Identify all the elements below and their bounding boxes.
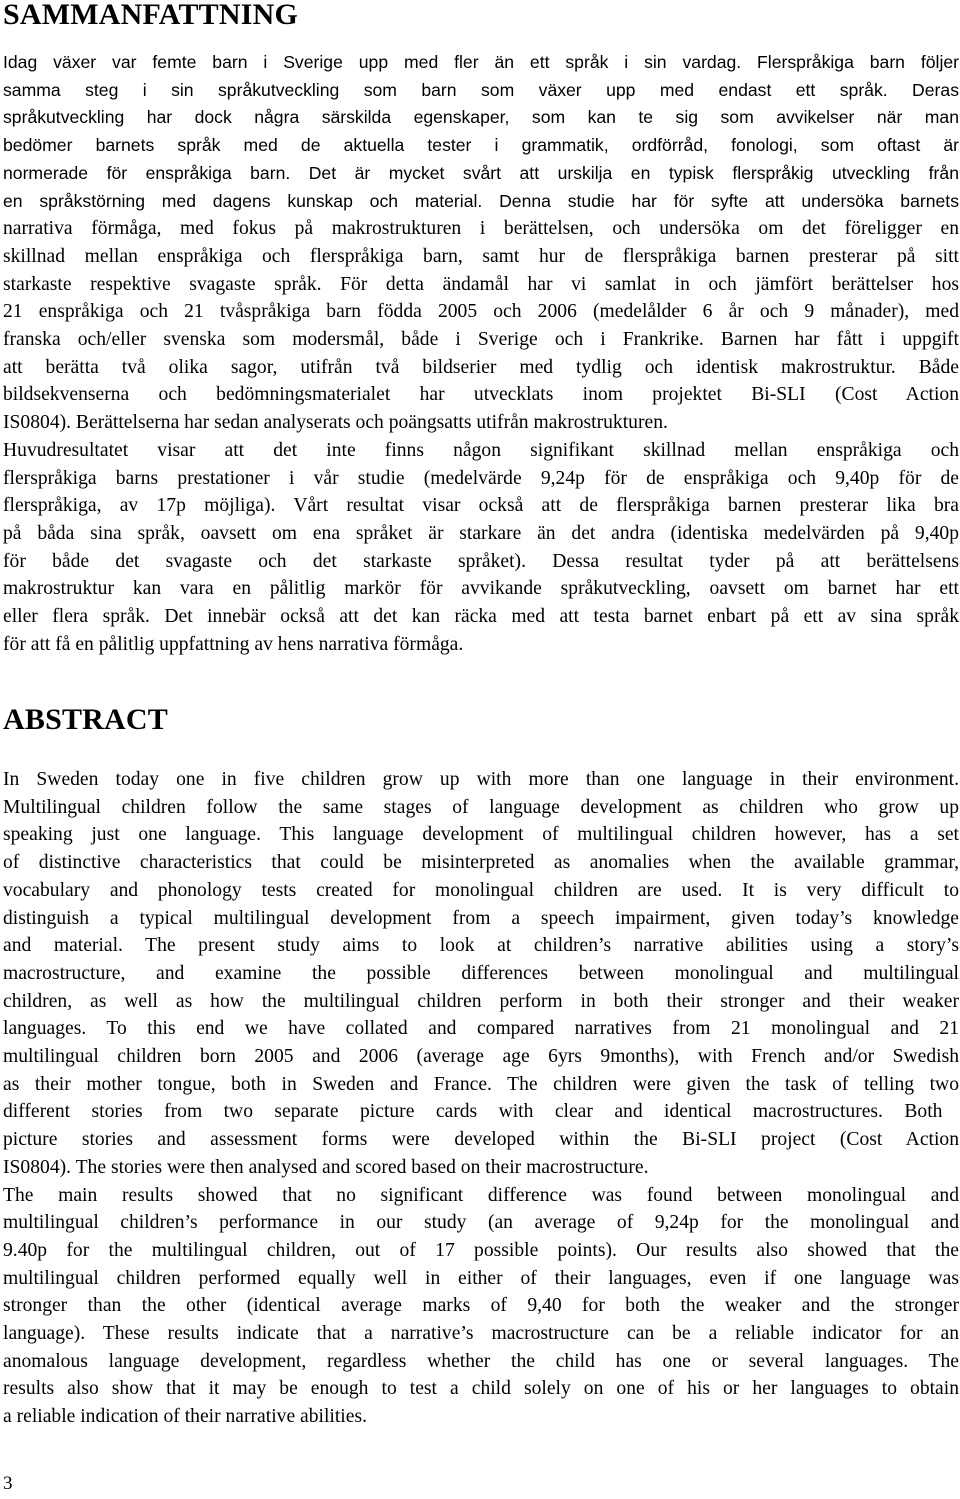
text-line: In Sweden today one in five children grow up with more than one language in their environment. — [3, 769, 959, 790]
text-line: IS0804). The stories were then analysed and scored based on their macrostructure. — [3, 1156, 649, 1178]
text-line: of distinctive characteristics that could be misinterpreted as anomalies when the available grammar, — [3, 852, 959, 874]
swedish-summary-paragraph — [3, 49, 959, 658]
text-line: språkutveckling har dock några särskilda egenskaper, som kan te sig som avvikelser när man — [3, 107, 959, 128]
text-line: languages. To this end we have collated and compared narratives from 21 monolingual and 21 — [3, 1018, 959, 1040]
text-line: att berätta två olika sagor, utifrån två bildserier med tydlig och identisk makrostruktur. Både — [3, 356, 959, 378]
text-line: på båda sina språk, oavsett om ena språket är starkare än det andra (identiska medelvärden på 9,40p — [3, 522, 959, 544]
abstract-heading: ABSTRACT — [3, 703, 168, 736]
text-line: narrativa förmåga, med fokus på makrostrukturen i berättelsen, och undersöka om det föreligger en — [3, 218, 959, 240]
text-line: IS0804). Berättelserna har sedan analyserats och poängsatts utifrån makrostrukturen. — [3, 412, 668, 434]
text-line: Huvudresultatet visar att det inte finns någon signifikant skillnad mellan enspråkiga och — [3, 439, 959, 461]
text-line: as their mother tongue, both in Sweden and France. The children were given the task of telling two — [3, 1073, 959, 1095]
text-line: picture stories and assessment forms were developed within the Bi-SLI project (Cost Action — [3, 1129, 959, 1151]
text-line: 9.40p for the multilingual children, out of 17 possible points). Our results also showed that the — [3, 1239, 959, 1261]
text-line: The main results showed that no significant difference was found between monolingual and — [3, 1184, 959, 1206]
abstract-paragraph — [3, 766, 959, 1431]
page-number: 3 — [3, 1473, 13, 1494]
text-line: för att få en pålitlig uppfattning av hens narrativa förmåga. — [3, 633, 464, 655]
text-line: en språkstörning med dagens kunskap och material. Denna studie har för syfte att undersöka barnets — [3, 190, 959, 211]
text-line: makrostruktur kan vara en pålitlig markör för avvikande språkutveckling, oavsett om barnet har ett — [3, 578, 959, 600]
text-line: stronger than the other (identical average marks of 9,40 for both the weaker and the stronger — [3, 1295, 959, 1317]
text-line: Multilingual children follow the same stages of language development as children who grow up — [3, 796, 959, 818]
text-line: flerspråkiga barns prestationer i vår studie (medelvärde 9,24p för de enspråkiga och 9,40p för de — [3, 467, 959, 489]
text-line: multilingual children’s performance in our study (an average of 9,24p for the monolingual and — [3, 1212, 959, 1234]
text-line: eller flera språk. Det innebär också att det kan räcka med att testa barnet enbart på ett av sina språk — [3, 606, 959, 628]
text-line: multilingual children performed equally well in either of their languages, even if one language was — [3, 1267, 959, 1289]
text-line: different stories from two separate picture cards with clear and identical macrostructures. Both — [3, 1101, 943, 1123]
text-line: starkaste respektive svagaste språk. För detta ändamål har vi samlat in och jämfört berättelser hos — [3, 273, 959, 295]
text-line: speaking just one language. This language development of multilingual children however, has a set — [3, 824, 959, 846]
text-line: bildsekvenserna och bedömningsmaterialet har utvecklats inom projektet Bi-SLI (Cost Action — [3, 384, 959, 406]
text-line: and material. The present study aims to look at children’s narrative abilities using a story’s — [3, 935, 959, 957]
text-line: skillnad mellan enspråkiga och flerspråkiga barn, samt hur de flerspråkiga barnen presterar på sitt — [3, 245, 959, 267]
text-line: language). These results indicate that a narrative’s macrostructure can be a reliable indicator for an — [3, 1323, 959, 1345]
text-line: results also show that it may be enough to test a child solely on one of his or her languages to obtain — [3, 1378, 959, 1400]
text-line: a reliable indication of their narrative abilities. — [3, 1406, 367, 1428]
text-line: samma steg i sin språkutveckling som barn som växer upp med endast ett språk. Deras — [3, 79, 959, 100]
text-line: macrostructure, and examine the possible differences between monolingual and multilingual — [3, 962, 959, 984]
text-line: anomalous language development, regardless whether the child has one or several languages. The — [3, 1350, 959, 1372]
text-line: children, as well as how the multilingual children perform in both their stronger and their weaker — [3, 990, 959, 1012]
text-line: flerspråkiga, av 17p möjliga). Vårt resultat visar också att de flerspråkiga barnen presterar lika bra — [3, 495, 959, 517]
text-line: för både det svagaste och det starkaste språket). Dessa resultat tyder på att berättelsens — [3, 550, 959, 572]
text-line: vocabulary and phonology tests created for monolingual children are used. It is very difficult to — [3, 879, 959, 901]
swedish-summary-heading: SAMMANFATTNING — [3, 0, 299, 31]
text-line: Idag växer var femte barn i Sverige upp med fler än ett språk i sin vardag. Flerspråkiga barn följer — [3, 52, 959, 72]
text-line: franska och/eller svenska som modersmål, både i Sverige och i Frankrike. Barnen har fått i uppgift — [3, 329, 959, 351]
text-line: distinguish a typical multilingual development from a speech impairment, given today’s knowledge — [3, 907, 959, 929]
text-line: 21 enspråkiga och 21 tvåspråkiga barn födda 2005 och 2006 (medelålder 6 år och 9 månader), med — [3, 301, 959, 323]
text-line: bedömer barnets språk med de aktuella tester i grammatik, ordförråd, fonologi, som oftast är — [3, 135, 959, 156]
text-line: multilingual children born 2005 and 2006 (average age 6yrs 9months), with French and/or Swedish — [3, 1046, 959, 1068]
text-line: normerade för enspråkiga barn. Det är mycket svårt att urskilja en typisk flerspråkig utveckling från — [3, 162, 959, 183]
